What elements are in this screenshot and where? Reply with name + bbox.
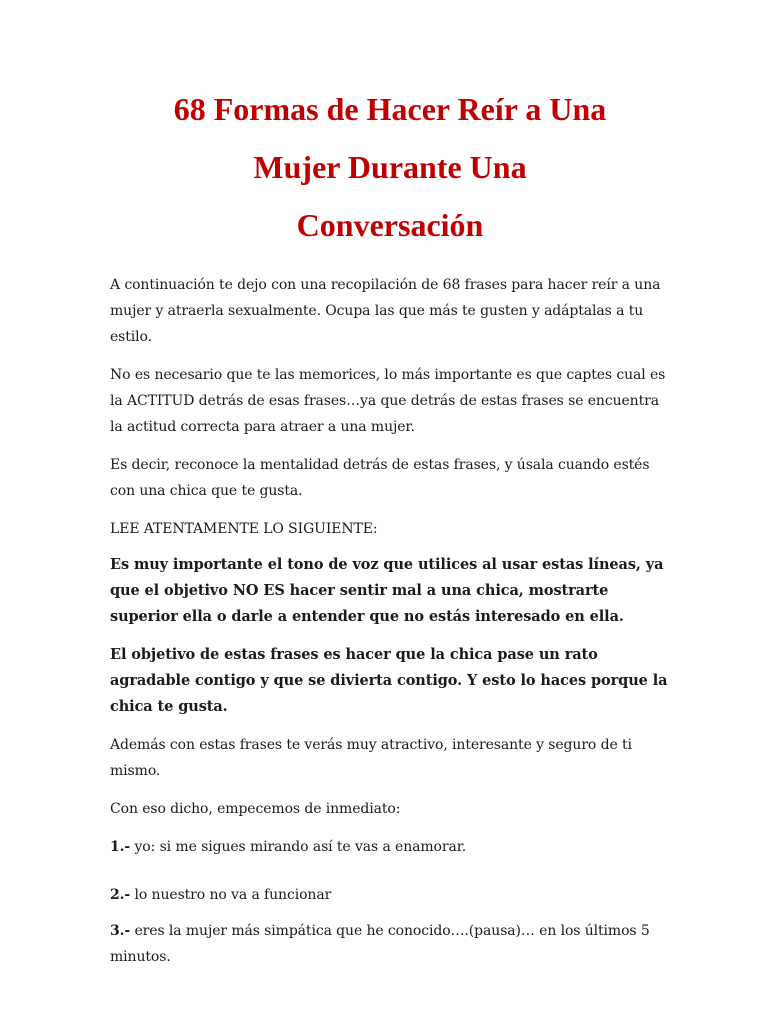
title-line-1: 68 Formas de Hacer Reír a Una [173, 91, 607, 127]
list-item-number: 3.- [110, 923, 131, 939]
paragraph-objetivo-bold: El objetivo de estas frases es hacer que la chica pase un rato agradable contigo y que se divierta contigo. Y esto lo haces porque la chica te gusta. [110, 646, 668, 715]
list-item-number: 2.- [110, 887, 131, 903]
paragraph-warning-heading: LEE ATENTAMENTE LO SIGUIENTE: [110, 521, 378, 537]
paragraph-atractivo: Además con estas frases te verás muy atractivo, interesante y seguro de ti mismo. [110, 737, 632, 779]
list-item-text: eres la mujer más simpática que he conocido….(pausa)… en los últimos 5 minutos. [110, 923, 650, 965]
paragraph-tono-bold: Es muy importante el tono de voz que utilices al usar estas líneas, ya que el objetivo NO ES hacer sentir mal a una chica, mostrarte superior ella o darle a entender que no estás interesado en ella. [110, 556, 664, 625]
paragraph-mentalidad: Es decir, reconoce la mentalidad detrás de estas frases, y úsala cuando estés con una chica que te gusta. [110, 457, 650, 499]
list-item [110, 882, 670, 908]
paragraph-intro: A continuación te dejo con una recopilación de 68 frases para hacer reír a una mujer y atraerla sexualmente. Ocupa las que más te gusten y adáptalas a tu estilo. [110, 277, 661, 345]
list-item-text: yo: si me sigues mirando así te vas a enamorar. [130, 839, 467, 855]
list-item-number: 1.- [110, 839, 131, 855]
title-line-2: Mujer Durante Una [253, 149, 527, 185]
list-item-text: lo nuestro no va a funcionar [130, 887, 332, 903]
paragraph-empecemos: Con eso dicho, empecemos de inmediato: [110, 801, 401, 817]
paragraph-actitud: No es necesario que te las memorices, lo más importante es que captes cual es la ACTITUD detrás de esas frases…ya que detrás de estas frases se encuentra la actitud correcta para atraer a una mujer. [110, 367, 666, 435]
title-line-3: Conversación [296, 207, 484, 243]
document-title [90, 80, 690, 254]
list-item [110, 834, 670, 860]
document-page [110, 80, 670, 970]
list-item [110, 918, 670, 970]
